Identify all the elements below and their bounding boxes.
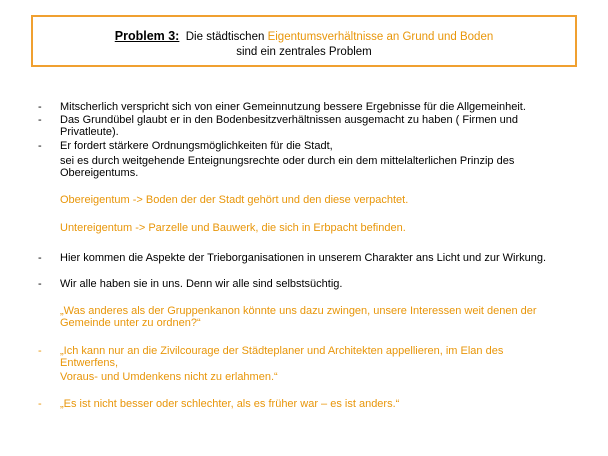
item-text: Untereigentum -> Parzelle und Bauwerk, die sich in Erbpacht befinden.	[60, 222, 406, 234]
bullet-dash: -	[38, 140, 42, 152]
item-text: Das Grundübel glaubt er in den Bodenbesitzverhältnissen ausgemacht zu haben ( Firmen und Privatleute).	[60, 114, 518, 138]
item-text: „Es ist nicht besser oder schlechter, als es früher war – es ist anders.“	[60, 398, 400, 410]
item-text: Wir alle haben sie in uns. Denn wir alle sind selbstsüchtig.	[60, 278, 343, 290]
item-text: Voraus- und Umdenkens nicht zu erlahmen.“	[60, 371, 278, 383]
item-text: Obereigentum -> Boden der der Stadt gehört und den diese verpachtet.	[60, 194, 409, 206]
item-text: „Was anderes als der Gruppenkanon könnte uns dazu zwingen, unsere Interessen weit denen der Gemeinde unter zu ordnen?“	[60, 305, 537, 329]
bullet-dash: -	[38, 345, 42, 357]
problem-label: Problem 3:	[114, 29, 180, 43]
item-text: Hier kommen die Aspekte der Trieborganisationen in unserem Charakter ans Licht und zur Wirkung.	[60, 252, 547, 264]
title-text: Die städtischen	[185, 31, 265, 43]
bullet-dash: -	[38, 278, 42, 290]
title-line-2: sind ein zentrales Problem	[236, 46, 372, 58]
item-text: Mitscherlich verspricht sich von einer Gemeinnutzung bessere Ergebnisse für die Allgemeinheit.	[60, 101, 526, 113]
title-highlight: Eigentumsverhältnisse an Grund und Boden	[267, 31, 494, 43]
bullet-dash: -	[38, 114, 42, 126]
bullet-dash: -	[38, 101, 42, 113]
bullet-dash: -	[38, 252, 42, 264]
item-text: sei es durch weitgehende Enteignungsrechte oder durch ein dem mittelalterlichen Prinzip des Obereigentums.	[60, 155, 515, 179]
item-text: Er fordert stärkere Ordnungsmöglichkeiten für die Stadt,	[60, 140, 333, 152]
item-text: „Ich kann nur an die Zivilcourage der Städteplaner und Architekten appellieren, im Elan des Entwerfens,	[60, 345, 504, 369]
bullet-dash: -	[38, 398, 42, 410]
